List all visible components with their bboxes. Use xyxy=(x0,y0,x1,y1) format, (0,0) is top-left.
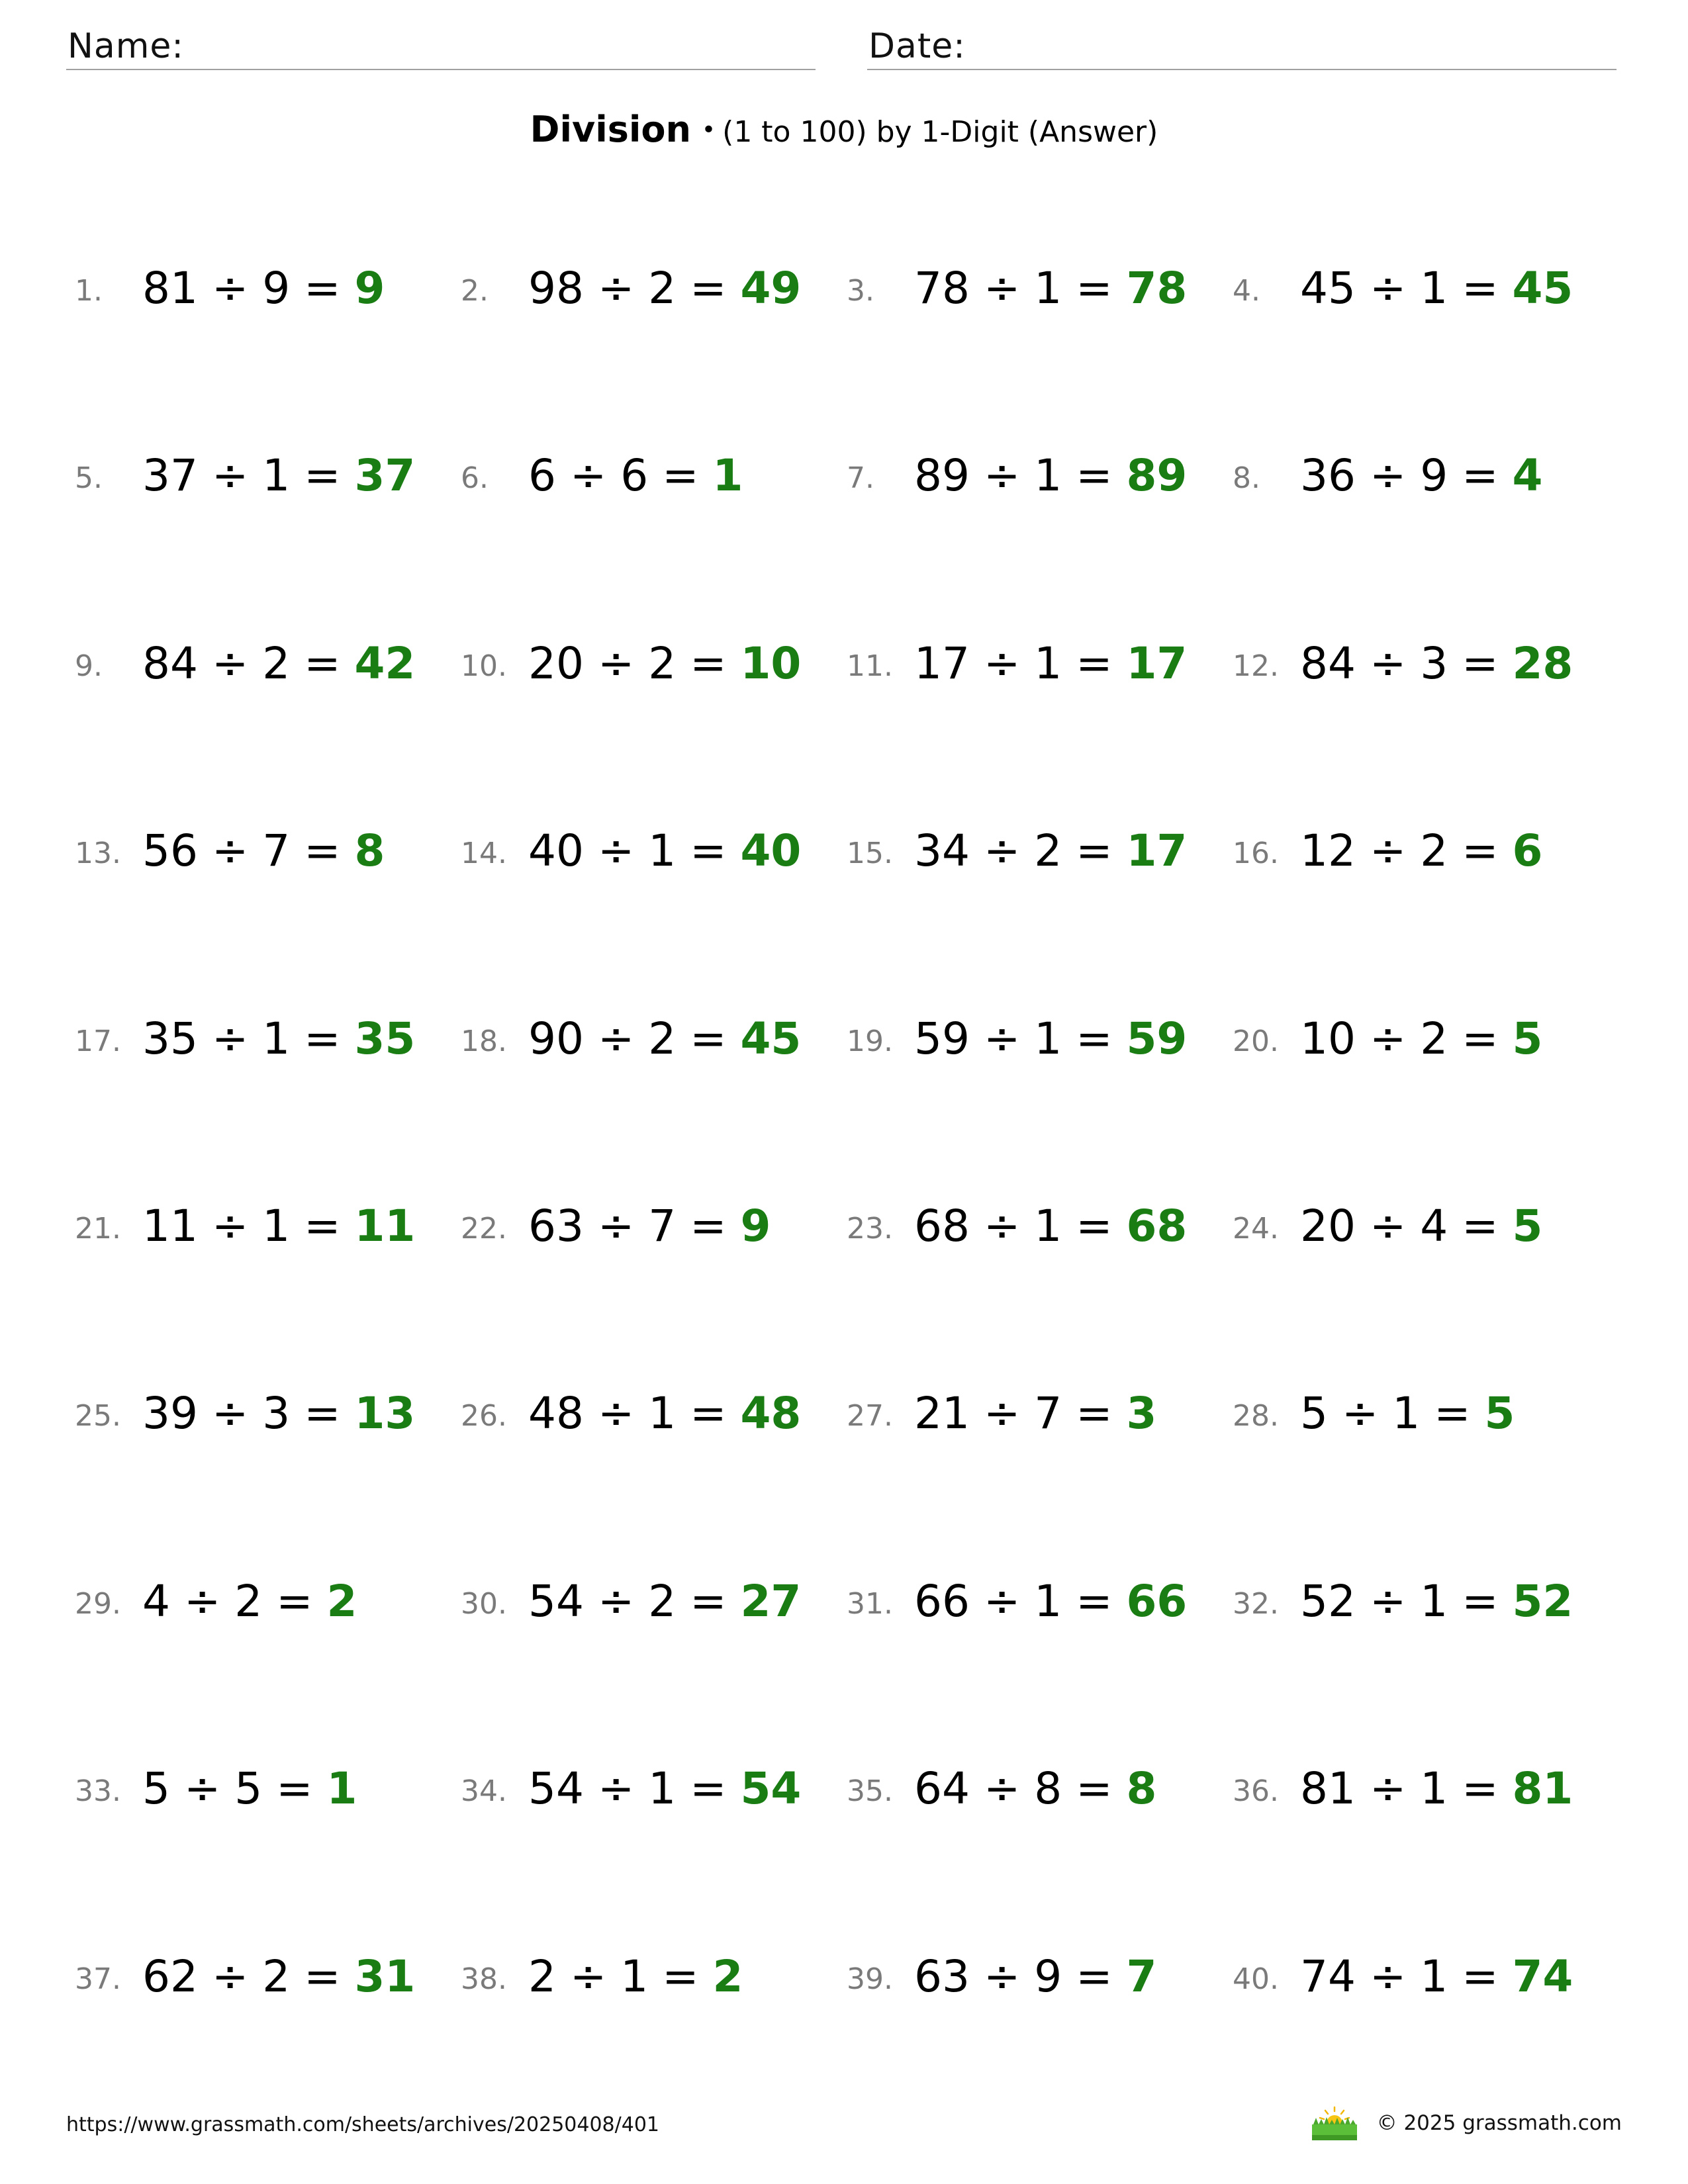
name-label: Name: xyxy=(68,26,184,66)
problem-item xyxy=(847,1197,1217,1257)
problem-item xyxy=(1233,259,1603,319)
problem-answer: 40 xyxy=(740,825,802,876)
problem-number: 7. xyxy=(847,461,874,495)
problem-answer: 31 xyxy=(354,1951,416,2002)
problem-number: 23. xyxy=(847,1212,893,1246)
problem-number: 26. xyxy=(461,1399,507,1433)
problem-equation: 39 ÷ 3 = xyxy=(142,1388,355,1439)
problem-expression xyxy=(528,448,743,504)
problem-equation: 66 ÷ 1 = xyxy=(914,1576,1127,1627)
problem-number: 37. xyxy=(75,1962,121,1996)
problem-item xyxy=(847,1385,1217,1444)
problem-answer: 1 xyxy=(712,450,743,501)
problem-equation: 5 ÷ 5 = xyxy=(142,1763,327,1814)
problem-expression xyxy=(528,261,801,316)
problem-number: 21. xyxy=(75,1212,121,1246)
problem-expression xyxy=(142,1574,357,1629)
problem-answer: 35 xyxy=(354,1013,416,1064)
problem-answer: 48 xyxy=(740,1388,802,1439)
problem-equation: 11 ÷ 1 = xyxy=(142,1201,355,1251)
problem-number: 27. xyxy=(847,1399,893,1433)
problem-expression xyxy=(914,448,1187,504)
problem-equation: 74 ÷ 1 = xyxy=(1300,1951,1513,2002)
problem-number: 29. xyxy=(75,1587,121,1621)
problem-expression xyxy=(1300,1949,1573,2005)
problem-item xyxy=(847,1948,1217,2007)
problem-expression xyxy=(1300,823,1542,879)
problem-answer: 17 xyxy=(1126,825,1188,876)
problem-answer: 42 xyxy=(354,638,416,689)
problem-number: 9. xyxy=(75,649,103,683)
problem-item xyxy=(847,1010,1217,1069)
problem-expression xyxy=(914,1199,1187,1254)
problem-item xyxy=(461,1948,831,2007)
problem-equation: 34 ÷ 2 = xyxy=(914,825,1127,876)
problem-expression xyxy=(528,1949,743,2005)
problem-equation: 6 ÷ 6 = xyxy=(528,450,713,501)
problem-answer: 66 xyxy=(1126,1576,1188,1627)
problem-item xyxy=(75,259,445,319)
problem-number: 15. xyxy=(847,837,893,870)
problem-item xyxy=(1233,1010,1603,1069)
problem-item xyxy=(1233,1948,1603,2007)
footer-url[interactable]: https://www.grassmath.com/sheets/archives/20250408/401 xyxy=(66,2113,660,2136)
problem-expression xyxy=(1300,1574,1573,1629)
problem-equation: 89 ÷ 1 = xyxy=(914,450,1127,501)
problem-expression xyxy=(142,261,385,316)
problem-expression xyxy=(142,1386,415,1441)
problem-number: 33. xyxy=(75,1774,121,1808)
problem-equation: 62 ÷ 2 = xyxy=(142,1951,355,2002)
problem-item xyxy=(1233,1572,1603,1632)
problem-item xyxy=(75,1197,445,1257)
problem-number: 12. xyxy=(1233,649,1279,683)
problem-equation: 48 ÷ 1 = xyxy=(528,1388,741,1439)
problem-equation: 37 ÷ 1 = xyxy=(142,450,355,501)
problem-equation: 63 ÷ 7 = xyxy=(528,1201,741,1251)
problem-expression xyxy=(914,1949,1156,2005)
problem-answer: 54 xyxy=(740,1763,802,1814)
problem-number: 18. xyxy=(461,1024,507,1058)
title-bullet: • xyxy=(701,116,716,144)
problem-equation: 84 ÷ 3 = xyxy=(1300,638,1513,689)
problem-equation: 2 ÷ 1 = xyxy=(528,1951,713,2002)
problem-equation: 64 ÷ 8 = xyxy=(914,1763,1127,1814)
problem-answer: 52 xyxy=(1512,1576,1573,1627)
problem-answer: 2 xyxy=(326,1576,357,1627)
problem-number: 16. xyxy=(1233,837,1279,870)
problem-equation: 20 ÷ 2 = xyxy=(528,638,741,689)
problem-equation: 63 ÷ 9 = xyxy=(914,1951,1127,2002)
problem-equation: 84 ÷ 2 = xyxy=(142,638,355,689)
date-field[interactable] xyxy=(867,23,1617,70)
problem-equation: 45 ÷ 1 = xyxy=(1300,263,1513,314)
problem-item xyxy=(1233,1197,1603,1257)
problem-item xyxy=(1233,1760,1603,1819)
problem-number: 22. xyxy=(461,1212,507,1246)
problem-item xyxy=(1233,447,1603,506)
problem-item xyxy=(847,1760,1217,1819)
problem-number: 17. xyxy=(75,1024,121,1058)
problem-number: 14. xyxy=(461,837,507,870)
problem-expression xyxy=(1300,261,1573,316)
problem-item xyxy=(75,1572,445,1632)
problem-answer: 11 xyxy=(354,1201,416,1251)
footer-copyright: © 2025 grassmath.com xyxy=(1376,2111,1622,2135)
problem-answer: 5 xyxy=(1512,1201,1543,1251)
problem-item xyxy=(847,1572,1217,1632)
problem-expression xyxy=(142,636,415,692)
problem-number: 38. xyxy=(461,1962,507,1996)
problem-answer: 13 xyxy=(354,1388,416,1439)
problem-answer: 5 xyxy=(1512,1013,1543,1064)
problem-answer: 89 xyxy=(1126,450,1188,501)
problem-item xyxy=(461,1010,831,1069)
problem-number: 13. xyxy=(75,837,121,870)
problem-item xyxy=(75,1948,445,2007)
problem-equation: 21 ÷ 7 = xyxy=(914,1388,1127,1439)
problem-answer: 4 xyxy=(1512,450,1543,501)
problem-number: 40. xyxy=(1233,1962,1279,1996)
problem-answer: 9 xyxy=(354,263,385,314)
problem-number: 5. xyxy=(75,461,103,495)
problem-expression xyxy=(528,636,801,692)
problem-answer: 8 xyxy=(354,825,385,876)
problem-equation: 12 ÷ 2 = xyxy=(1300,825,1513,876)
problem-answer: 74 xyxy=(1512,1951,1573,2002)
problem-answer: 2 xyxy=(712,1951,743,2002)
problem-expression xyxy=(142,1199,415,1254)
problem-equation: 20 ÷ 4 = xyxy=(1300,1201,1513,1251)
problem-item xyxy=(847,822,1217,882)
problem-number: 10. xyxy=(461,649,507,683)
problem-item xyxy=(461,1385,831,1444)
problem-number: 28. xyxy=(1233,1399,1279,1433)
problem-equation: 59 ÷ 1 = xyxy=(914,1013,1127,1064)
problem-item xyxy=(1233,822,1603,882)
problem-number: 34. xyxy=(461,1774,507,1808)
problem-expression xyxy=(914,1011,1187,1067)
problem-number: 6. xyxy=(461,461,489,495)
problem-equation: 81 ÷ 9 = xyxy=(142,263,355,314)
problem-answer: 9 xyxy=(740,1201,771,1251)
problem-expression xyxy=(1300,448,1542,504)
problem-expression xyxy=(914,1386,1156,1441)
page-title xyxy=(0,107,1688,161)
problem-item xyxy=(461,259,831,319)
problem-number: 4. xyxy=(1233,274,1260,308)
problem-expression xyxy=(528,1199,771,1254)
problem-answer: 3 xyxy=(1126,1388,1157,1439)
problem-item xyxy=(461,822,831,882)
problem-expression xyxy=(528,1386,801,1441)
problem-expression xyxy=(1300,1761,1573,1817)
problem-answer: 6 xyxy=(1512,825,1543,876)
problem-expression xyxy=(528,1011,801,1067)
problem-equation: 90 ÷ 2 = xyxy=(528,1013,741,1064)
problem-expression xyxy=(914,1574,1187,1629)
problem-number: 31. xyxy=(847,1587,893,1621)
problem-answer: 28 xyxy=(1512,638,1573,689)
problem-expression xyxy=(528,823,801,879)
problem-answer: 5 xyxy=(1484,1388,1515,1439)
problem-equation: 68 ÷ 1 = xyxy=(914,1201,1127,1251)
problem-number: 32. xyxy=(1233,1587,1279,1621)
name-field[interactable] xyxy=(66,23,816,70)
problem-answer: 68 xyxy=(1126,1201,1188,1251)
problem-number: 2. xyxy=(461,274,489,308)
problem-number: 39. xyxy=(847,1962,893,1996)
problem-equation: 17 ÷ 1 = xyxy=(914,638,1127,689)
problem-equation: 4 ÷ 2 = xyxy=(142,1576,327,1627)
problem-expression xyxy=(528,1574,801,1629)
problem-answer: 78 xyxy=(1126,263,1188,314)
problem-number: 25. xyxy=(75,1399,121,1433)
problem-expression xyxy=(142,1761,357,1817)
problem-number: 11. xyxy=(847,649,893,683)
problem-item xyxy=(1233,1385,1603,1444)
problem-number: 19. xyxy=(847,1024,893,1058)
problem-expression xyxy=(142,1949,415,2005)
problem-expression xyxy=(528,1761,801,1817)
problem-item xyxy=(75,1385,445,1444)
problem-answer: 45 xyxy=(1512,263,1573,314)
problem-number: 3. xyxy=(847,274,874,308)
problem-item xyxy=(1233,635,1603,694)
problem-expression xyxy=(1300,636,1573,692)
problem-item xyxy=(461,1760,831,1819)
problem-equation: 36 ÷ 9 = xyxy=(1300,450,1513,501)
grass-sun-logo-icon xyxy=(1312,2106,1357,2140)
problem-equation: 40 ÷ 1 = xyxy=(528,825,741,876)
problem-item xyxy=(75,822,445,882)
problem-answer: 59 xyxy=(1126,1013,1188,1064)
problem-item xyxy=(847,635,1217,694)
problem-expression xyxy=(914,1761,1156,1817)
problem-expression xyxy=(914,636,1187,692)
problem-number: 35. xyxy=(847,1774,893,1808)
problem-item xyxy=(461,635,831,694)
problem-item xyxy=(75,635,445,694)
problem-answer: 7 xyxy=(1126,1951,1157,2002)
problem-expression xyxy=(142,448,415,504)
problem-equation: 5 ÷ 1 = xyxy=(1300,1388,1485,1439)
problem-item xyxy=(847,259,1217,319)
problem-equation: 54 ÷ 1 = xyxy=(528,1763,741,1814)
problem-equation: 10 ÷ 2 = xyxy=(1300,1013,1513,1064)
problem-answer: 45 xyxy=(740,1013,802,1064)
problem-equation: 81 ÷ 1 = xyxy=(1300,1763,1513,1814)
problem-equation: 35 ÷ 1 = xyxy=(142,1013,355,1064)
problem-expression xyxy=(914,261,1187,316)
problem-answer: 37 xyxy=(354,450,416,501)
problem-item xyxy=(75,1760,445,1819)
problem-number: 1. xyxy=(75,274,103,308)
problem-answer: 10 xyxy=(740,638,802,689)
problem-equation: 52 ÷ 1 = xyxy=(1300,1576,1513,1627)
problem-item xyxy=(461,1572,831,1632)
problem-item xyxy=(461,447,831,506)
problem-number: 24. xyxy=(1233,1212,1279,1246)
problem-equation: 78 ÷ 1 = xyxy=(914,263,1127,314)
problem-expression xyxy=(1300,1386,1515,1441)
problem-expression xyxy=(914,823,1187,879)
problem-equation: 54 ÷ 2 = xyxy=(528,1576,741,1627)
problem-expression xyxy=(142,823,385,879)
problem-answer: 8 xyxy=(1126,1763,1157,1814)
problem-number: 30. xyxy=(461,1587,507,1621)
problem-number: 8. xyxy=(1233,461,1260,495)
problem-answer: 49 xyxy=(740,263,802,314)
problem-answer: 27 xyxy=(740,1576,802,1627)
problem-item xyxy=(461,1197,831,1257)
footer-brand xyxy=(1312,2103,1622,2143)
problem-expression xyxy=(1300,1199,1542,1254)
date-label: Date: xyxy=(868,26,966,66)
problem-equation: 98 ÷ 2 = xyxy=(528,263,741,314)
problem-item xyxy=(75,447,445,506)
problem-item xyxy=(75,1010,445,1069)
title-main: Division xyxy=(530,109,691,150)
problem-answer: 81 xyxy=(1512,1763,1573,1814)
problem-equation: 56 ÷ 7 = xyxy=(142,825,355,876)
problem-answer: 1 xyxy=(326,1763,357,1814)
problem-expression xyxy=(1300,1011,1542,1067)
problem-number: 36. xyxy=(1233,1774,1279,1808)
problem-answer: 17 xyxy=(1126,638,1188,689)
problem-expression xyxy=(142,1011,415,1067)
problem-item xyxy=(847,447,1217,506)
problem-number: 20. xyxy=(1233,1024,1279,1058)
title-subtitle: (1 to 100) by 1-Digit (Answer) xyxy=(722,115,1158,149)
